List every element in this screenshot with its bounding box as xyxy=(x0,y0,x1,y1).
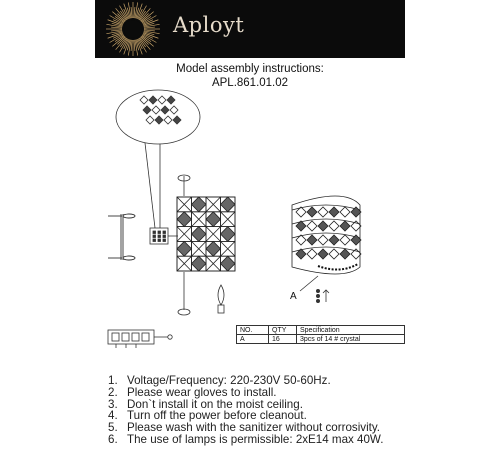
specification-table xyxy=(236,325,405,344)
list-item: 3. Don`t install it on the moist ceiling. xyxy=(108,397,303,411)
wall-bracket xyxy=(108,214,135,260)
model-number: APL.861.01.02 xyxy=(211,77,289,89)
cell-qty: 16 xyxy=(269,335,297,344)
crystal-body-side xyxy=(292,196,361,274)
list-item: 1. Voltage/Frequency: 220-230V 50-60Hz. xyxy=(108,374,331,387)
list-item: 4. Turn off the power before cleanout. xyxy=(108,409,307,423)
list-item: 6. The use of lamps is permissible: 2xE14 max 40W. xyxy=(108,432,384,446)
table-header-row xyxy=(237,326,405,335)
cell-no: A xyxy=(237,335,269,344)
brand-name: Aployt xyxy=(173,13,245,37)
part-label-a: A xyxy=(290,291,297,302)
list-item: 5. Please wash with the sanitizer without corrosivity. xyxy=(108,421,381,435)
col-header-specification: Specification xyxy=(297,326,405,335)
candle-bulb-icon xyxy=(218,285,224,313)
screw-bottom xyxy=(178,272,190,315)
part-a-pointer xyxy=(300,276,329,303)
table-row xyxy=(237,335,405,344)
wiring-diagram xyxy=(108,330,172,348)
page-title: Model assembly instructions: xyxy=(176,63,324,75)
col-header-no: NO. xyxy=(237,326,269,335)
cell-specification: 3pcs of 14 # crystal xyxy=(297,335,405,344)
instruction-notes xyxy=(108,375,383,446)
mounting-plate xyxy=(150,228,178,244)
list-item: 2. Please wear gloves to install. xyxy=(108,385,277,399)
crystal-body-front xyxy=(177,197,235,271)
col-header-qty: QTY xyxy=(269,326,297,335)
screw-top xyxy=(178,175,190,196)
